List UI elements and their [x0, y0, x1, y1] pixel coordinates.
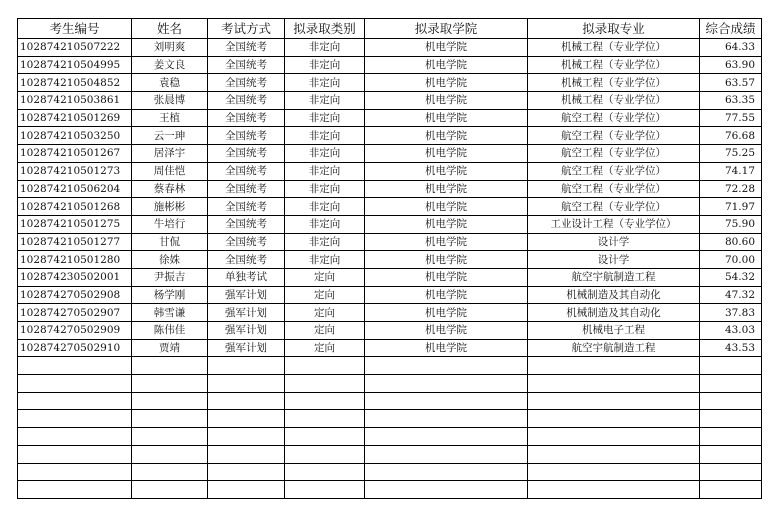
cell-exam-method: 全国统考 — [208, 56, 285, 74]
empty-cell — [700, 392, 762, 410]
cell-candidate-id: 102874270502907 — [18, 304, 132, 322]
cell-candidate-id: 102874210503250 — [18, 127, 132, 145]
cell-major: 航空工程（专业学位） — [528, 145, 700, 163]
cell-exam-method: 全国统考 — [208, 198, 285, 216]
cell-name: 韩雪谦 — [132, 304, 208, 322]
cell-candidate-id: 102874210501267 — [18, 145, 132, 163]
empty-cell — [285, 375, 365, 393]
cell-total-score: 43.53 — [700, 339, 762, 357]
table-row — [18, 233, 762, 251]
cell-name: 云一珅 — [132, 127, 208, 145]
cell-name: 杨学刚 — [132, 286, 208, 304]
cell-candidate-id: 102874210501275 — [18, 215, 132, 233]
empty-cell — [528, 463, 700, 481]
table-row — [18, 215, 762, 233]
cell-exam-method: 全国统考 — [208, 180, 285, 198]
table-row — [18, 322, 762, 340]
empty-cell — [528, 392, 700, 410]
empty-cell — [365, 445, 528, 463]
header-row — [18, 19, 762, 39]
empty-cell — [132, 463, 208, 481]
header-admission-type: 拟录取类别 — [285, 19, 365, 39]
cell-exam-method: 全国统考 — [208, 162, 285, 180]
cell-exam-method: 单独考试 — [208, 268, 285, 286]
cell-total-score: 54.32 — [700, 268, 762, 286]
cell-college: 机电学院 — [365, 145, 528, 163]
empty-cell — [700, 463, 762, 481]
empty-cell — [208, 463, 285, 481]
empty-row — [18, 357, 762, 375]
cell-total-score: 72.28 — [700, 180, 762, 198]
empty-cell — [528, 357, 700, 375]
empty-cell — [365, 463, 528, 481]
cell-name: 蔡春林 — [132, 180, 208, 198]
empty-cell — [208, 445, 285, 463]
empty-cell — [208, 481, 285, 499]
admission-table — [17, 18, 762, 499]
cell-name: 陈伟佳 — [132, 322, 208, 340]
cell-major: 机械电子工程 — [528, 322, 700, 340]
header-name: 姓名 — [132, 19, 208, 39]
cell-total-score: 75.90 — [700, 215, 762, 233]
table-row — [18, 251, 762, 269]
cell-major: 航空工程（专业学位） — [528, 198, 700, 216]
empty-cell — [528, 445, 700, 463]
cell-candidate-id: 102874210503861 — [18, 92, 132, 110]
empty-cell — [365, 357, 528, 375]
cell-admission-type: 非定向 — [285, 233, 365, 251]
cell-candidate-id: 102874210501268 — [18, 198, 132, 216]
cell-candidate-id: 102874270502910 — [18, 339, 132, 357]
empty-cell — [208, 375, 285, 393]
cell-major: 机械工程（专业学位） — [528, 39, 700, 57]
cell-major: 设计学 — [528, 251, 700, 269]
cell-major: 航空宇航制造工程 — [528, 339, 700, 357]
header-major: 拟录取专业 — [528, 19, 700, 39]
table-row — [18, 339, 762, 357]
cell-admission-type: 定向 — [285, 322, 365, 340]
empty-cell — [208, 357, 285, 375]
cell-major: 设计学 — [528, 233, 700, 251]
cell-college: 机电学院 — [365, 74, 528, 92]
cell-exam-method: 全国统考 — [208, 39, 285, 57]
empty-cell — [132, 357, 208, 375]
empty-cell — [285, 445, 365, 463]
table-row — [18, 109, 762, 127]
cell-admission-type: 定向 — [285, 304, 365, 322]
cell-admission-type: 非定向 — [285, 127, 365, 145]
cell-total-score: 80.60 — [700, 233, 762, 251]
header-exam-method: 考试方式 — [208, 19, 285, 39]
empty-cell — [285, 392, 365, 410]
cell-exam-method: 全国统考 — [208, 109, 285, 127]
table-row — [18, 268, 762, 286]
cell-candidate-id: 102874210504852 — [18, 74, 132, 92]
cell-total-score: 77.55 — [700, 109, 762, 127]
cell-admission-type: 非定向 — [285, 39, 365, 57]
cell-total-score: 63.35 — [700, 92, 762, 110]
cell-total-score: 63.90 — [700, 56, 762, 74]
cell-total-score: 74.17 — [700, 162, 762, 180]
cell-exam-method: 全国统考 — [208, 233, 285, 251]
cell-candidate-id: 102874210501273 — [18, 162, 132, 180]
cell-candidate-id: 102874230502001 — [18, 268, 132, 286]
empty-row — [18, 445, 762, 463]
cell-admission-type: 非定向 — [285, 162, 365, 180]
empty-cell — [18, 392, 132, 410]
empty-cell — [365, 375, 528, 393]
cell-major: 航空工程（专业学位） — [528, 180, 700, 198]
table-row — [18, 39, 762, 57]
cell-college: 机电学院 — [365, 251, 528, 269]
cell-major: 航空宇航制造工程 — [528, 268, 700, 286]
cell-college: 机电学院 — [365, 268, 528, 286]
cell-name: 姜文良 — [132, 56, 208, 74]
cell-name: 牛培行 — [132, 215, 208, 233]
cell-college: 机电学院 — [365, 127, 528, 145]
cell-college: 机电学院 — [365, 215, 528, 233]
cell-major: 机械工程（专业学位） — [528, 74, 700, 92]
table-row — [18, 127, 762, 145]
cell-exam-method: 全国统考 — [208, 251, 285, 269]
table-row — [18, 74, 762, 92]
empty-cell — [700, 481, 762, 499]
empty-cell — [18, 410, 132, 428]
cell-college: 机电学院 — [365, 322, 528, 340]
cell-candidate-id: 102874210507222 — [18, 39, 132, 57]
cell-admission-type: 非定向 — [285, 215, 365, 233]
cell-exam-method: 强军计划 — [208, 304, 285, 322]
table-row — [18, 180, 762, 198]
empty-cell — [700, 375, 762, 393]
cell-admission-type: 非定向 — [285, 180, 365, 198]
cell-college: 机电学院 — [365, 180, 528, 198]
cell-exam-method: 全国统考 — [208, 127, 285, 145]
empty-cell — [528, 481, 700, 499]
cell-candidate-id: 102874210506204 — [18, 180, 132, 198]
cell-candidate-id: 102874210504995 — [18, 56, 132, 74]
cell-exam-method: 强军计划 — [208, 286, 285, 304]
header-total-score: 综合成绩 — [700, 19, 762, 39]
cell-name: 尹振吉 — [132, 268, 208, 286]
empty-cell — [18, 375, 132, 393]
cell-admission-type: 非定向 — [285, 251, 365, 269]
table-row — [18, 304, 762, 322]
empty-row — [18, 392, 762, 410]
empty-cell — [365, 481, 528, 499]
empty-cell — [132, 481, 208, 499]
header-college: 拟录取学院 — [365, 19, 528, 39]
cell-candidate-id: 102874210501277 — [18, 233, 132, 251]
empty-cell — [208, 392, 285, 410]
table-row — [18, 198, 762, 216]
cell-major: 机械制造及其自动化 — [528, 286, 700, 304]
empty-cell — [18, 463, 132, 481]
empty-cell — [528, 410, 700, 428]
cell-total-score: 43.03 — [700, 322, 762, 340]
cell-name: 周佳恺 — [132, 162, 208, 180]
cell-exam-method: 全国统考 — [208, 215, 285, 233]
cell-total-score: 71.97 — [700, 198, 762, 216]
cell-college: 机电学院 — [365, 233, 528, 251]
cell-admission-type: 定向 — [285, 286, 365, 304]
empty-cell — [365, 428, 528, 446]
cell-exam-method: 全国统考 — [208, 74, 285, 92]
table-row — [18, 56, 762, 74]
table-header — [18, 19, 762, 39]
cell-college: 机电学院 — [365, 304, 528, 322]
cell-college: 机电学院 — [365, 162, 528, 180]
table-row — [18, 92, 762, 110]
empty-cell — [285, 481, 365, 499]
table-row — [18, 145, 762, 163]
empty-cell — [700, 445, 762, 463]
empty-cell — [528, 375, 700, 393]
cell-candidate-id: 102874210501280 — [18, 251, 132, 269]
empty-cell — [132, 410, 208, 428]
cell-name: 施彬彬 — [132, 198, 208, 216]
empty-cell — [528, 428, 700, 446]
cell-exam-method: 强军计划 — [208, 339, 285, 357]
empty-cell — [132, 392, 208, 410]
empty-cell — [208, 410, 285, 428]
cell-admission-type: 非定向 — [285, 92, 365, 110]
empty-row — [18, 481, 762, 499]
cell-major: 工业设计工程（专业学位） — [528, 215, 700, 233]
empty-row — [18, 375, 762, 393]
cell-college: 机电学院 — [365, 339, 528, 357]
empty-cell — [18, 481, 132, 499]
cell-candidate-id: 102874270502908 — [18, 286, 132, 304]
empty-row — [18, 463, 762, 481]
cell-total-score: 63.57 — [700, 74, 762, 92]
empty-cell — [365, 392, 528, 410]
cell-admission-type: 非定向 — [285, 109, 365, 127]
empty-cell — [285, 463, 365, 481]
cell-college: 机电学院 — [365, 92, 528, 110]
empty-cell — [132, 428, 208, 446]
empty-cell — [285, 428, 365, 446]
cell-name: 徐姝 — [132, 251, 208, 269]
empty-cell — [700, 357, 762, 375]
header-candidate-id: 考生编号 — [18, 19, 132, 39]
empty-cell — [700, 410, 762, 428]
cell-admission-type: 非定向 — [285, 74, 365, 92]
cell-name: 张晨博 — [132, 92, 208, 110]
cell-exam-method: 强军计划 — [208, 322, 285, 340]
cell-name: 王植 — [132, 109, 208, 127]
cell-major: 机械制造及其自动化 — [528, 304, 700, 322]
cell-college: 机电学院 — [365, 56, 528, 74]
empty-cell — [285, 410, 365, 428]
cell-total-score: 76.68 — [700, 127, 762, 145]
cell-college: 机电学院 — [365, 286, 528, 304]
empty-cell — [132, 445, 208, 463]
cell-admission-type: 非定向 — [285, 198, 365, 216]
cell-major: 航空工程（专业学位） — [528, 109, 700, 127]
cell-admission-type: 非定向 — [285, 56, 365, 74]
cell-major: 航空工程（专业学位） — [528, 162, 700, 180]
cell-admission-type: 定向 — [285, 268, 365, 286]
cell-name: 甘侃 — [132, 233, 208, 251]
empty-cell — [700, 428, 762, 446]
cell-candidate-id: 102874210501269 — [18, 109, 132, 127]
cell-major: 航空工程（专业学位） — [528, 127, 700, 145]
cell-name: 刘明爽 — [132, 39, 208, 57]
empty-cell — [18, 357, 132, 375]
cell-name: 袁稳 — [132, 74, 208, 92]
cell-total-score: 75.25 — [700, 145, 762, 163]
empty-row — [18, 410, 762, 428]
cell-total-score: 37.83 — [700, 304, 762, 322]
empty-cell — [132, 375, 208, 393]
cell-name: 居泽宇 — [132, 145, 208, 163]
empty-cell — [285, 357, 365, 375]
empty-cell — [18, 428, 132, 446]
cell-college: 机电学院 — [365, 109, 528, 127]
cell-exam-method: 全国统考 — [208, 92, 285, 110]
cell-major: 机械工程（专业学位） — [528, 56, 700, 74]
empty-cell — [365, 410, 528, 428]
cell-candidate-id: 102874270502909 — [18, 322, 132, 340]
empty-cell — [208, 428, 285, 446]
empty-cell — [18, 445, 132, 463]
cell-college: 机电学院 — [365, 198, 528, 216]
cell-exam-method: 全国统考 — [208, 145, 285, 163]
table-row — [18, 162, 762, 180]
empty-row — [18, 428, 762, 446]
cell-admission-type: 定向 — [285, 339, 365, 357]
cell-admission-type: 非定向 — [285, 145, 365, 163]
cell-total-score: 47.32 — [700, 286, 762, 304]
cell-major: 机械工程（专业学位） — [528, 92, 700, 110]
table-row — [18, 286, 762, 304]
cell-total-score: 64.33 — [700, 39, 762, 57]
cell-college: 机电学院 — [365, 39, 528, 57]
cell-name: 贾靖 — [132, 339, 208, 357]
cell-total-score: 70.00 — [700, 251, 762, 269]
table-body — [18, 39, 762, 499]
